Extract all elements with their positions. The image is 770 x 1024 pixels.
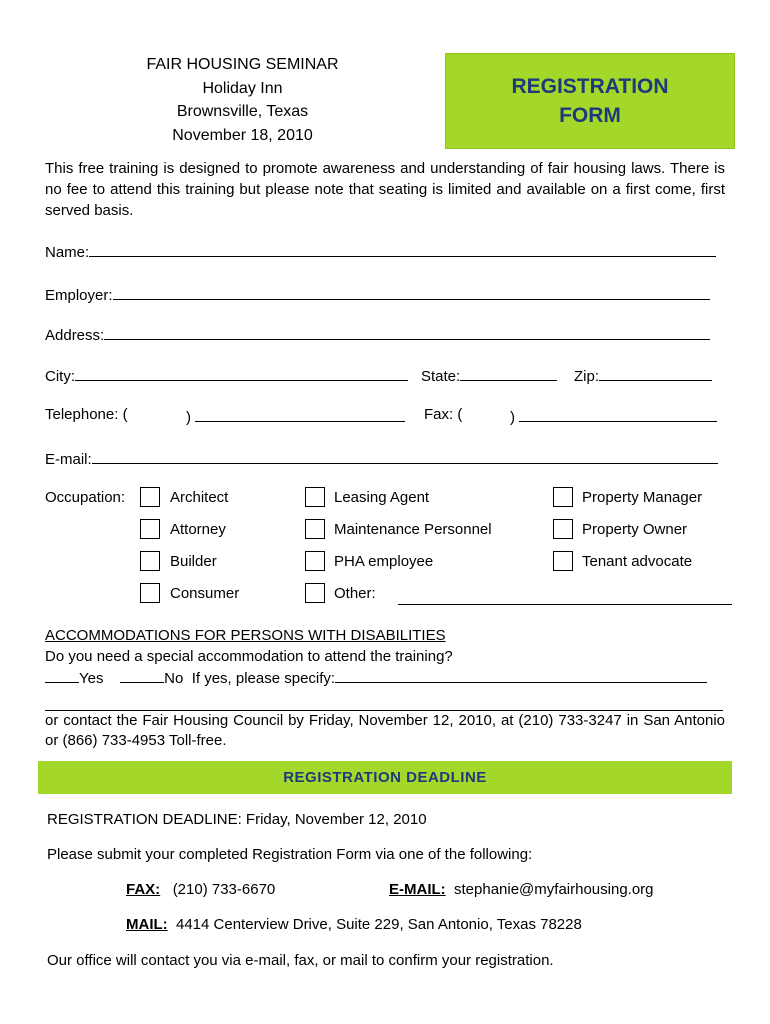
specify-input-line-2[interactable] <box>45 690 723 711</box>
city-label: City: <box>45 368 75 385</box>
accommodations-answer-row <box>45 667 725 690</box>
submit-instructions: Please submit your completed Registration Form via one of the following: <box>47 846 533 863</box>
address-field[interactable] <box>45 324 710 344</box>
accommodations-heading: ACCOMMODATIONS FOR PERSONS WITH DISABILITIES <box>45 627 446 644</box>
accommodations-question: Do you need a special accommodation to attend the training? <box>45 647 453 665</box>
fax-input-line[interactable] <box>519 406 717 422</box>
option-attorney: Attorney <box>170 521 226 538</box>
closing-note: Our office will contact you via e-mail, fax, or mail to confirm your registration. <box>47 952 554 969</box>
option-property-owner: Property Owner <box>582 521 688 538</box>
email-contact-label: E-MAIL: <box>389 881 446 898</box>
yes-label: Yes <box>79 670 104 687</box>
event-title: FAIR HOUSING SEMINAR <box>146 56 339 73</box>
name-field[interactable] <box>45 241 716 261</box>
email-contact <box>389 881 654 898</box>
option-architect: Architect <box>170 489 229 506</box>
checkbox-tenant-advocate[interactable] <box>553 551 573 571</box>
telephone-paren-close: ) <box>186 409 191 426</box>
option-leasing-agent: Leasing Agent <box>334 489 430 506</box>
yes-blank[interactable] <box>45 667 79 683</box>
name-input-line[interactable] <box>89 241 716 257</box>
city-input-line[interactable] <box>75 365 408 381</box>
option-tenant-advocate: Tenant advocate <box>582 553 693 570</box>
no-blank[interactable] <box>120 667 164 683</box>
banner-line-2: FORM <box>559 104 621 127</box>
fax-label: Fax: ( <box>424 406 463 423</box>
fax-number-field[interactable] <box>510 406 717 426</box>
checkbox-property-owner[interactable] <box>553 519 573 539</box>
fax-contact-value: (210) 733-6670 <box>172 881 276 898</box>
checkbox-architect[interactable] <box>140 487 160 507</box>
option-builder: Builder <box>170 553 217 570</box>
event-date: November 18, 2010 <box>172 126 313 144</box>
occupation-label: Occupation: <box>45 489 126 506</box>
employer-field[interactable] <box>45 284 710 304</box>
telephone-number-field[interactable] <box>186 406 405 426</box>
option-consumer: Consumer <box>170 585 240 602</box>
employer-label: Employer: <box>45 287 113 304</box>
email-input-line[interactable] <box>92 448 718 464</box>
state-input-line[interactable] <box>460 365 557 381</box>
fax-contact-label: FAX: <box>126 881 161 898</box>
name-label: Name: <box>45 244 90 261</box>
state-label: State: <box>421 368 461 385</box>
email-contact-value[interactable]: stephanie@myfairhousing.org <box>454 881 654 898</box>
accommodations-section <box>45 626 725 752</box>
checkbox-leasing-agent[interactable] <box>305 487 325 507</box>
telephone-input-line[interactable] <box>195 406 405 422</box>
event-city: Brownsville, Texas <box>176 103 309 120</box>
email-field[interactable] <box>45 448 718 468</box>
checkbox-consumer[interactable] <box>140 583 160 603</box>
option-maintenance-personnel: Maintenance Personnel <box>334 521 492 538</box>
address-input-line[interactable] <box>104 324 710 340</box>
registration-form-banner <box>445 53 735 149</box>
checkbox-maintenance-personnel[interactable] <box>305 519 325 539</box>
accommodations-contact: or contact the Fair Housing Council by Friday, November 12, 2010, at (210) 733-3247 in San Antonio or (866) 733-4953 Toll-free. <box>45 711 725 749</box>
banner-line-1: REGISTRATION <box>511 75 669 98</box>
telephone-field[interactable] <box>45 406 128 423</box>
checkbox-attorney[interactable] <box>140 519 160 539</box>
address-label: Address: <box>45 327 105 344</box>
fax-field[interactable] <box>424 406 462 423</box>
zip-input-line[interactable] <box>599 365 712 381</box>
employer-input-line[interactable] <box>113 284 710 300</box>
checkbox-other[interactable] <box>305 583 325 603</box>
option-other: Other: <box>334 585 376 602</box>
mail-contact-value: 4414 Centerview Drive, Suite 229, San Antonio, Texas 78228 <box>176 916 582 933</box>
option-pha-employee: PHA employee <box>334 553 434 570</box>
telephone-label: Telephone: ( <box>45 406 128 423</box>
state-field[interactable] <box>421 365 557 385</box>
zip-label: Zip: <box>574 368 600 385</box>
city-field[interactable] <box>45 365 408 385</box>
mail-contact <box>126 916 582 933</box>
fax-contact <box>126 881 275 898</box>
zip-field[interactable] <box>574 365 712 385</box>
other-input-line[interactable] <box>398 604 732 605</box>
specify-input-line[interactable] <box>335 667 707 683</box>
mail-contact-label: MAIL: <box>126 916 168 933</box>
checkbox-pha-employee[interactable] <box>305 551 325 571</box>
fax-paren-close: ) <box>510 409 515 426</box>
checkbox-builder[interactable] <box>140 551 160 571</box>
checkbox-property-manager[interactable] <box>553 487 573 507</box>
deadline-text: REGISTRATION DEADLINE: Friday, November 12, 2010 <box>47 811 427 828</box>
intro-paragraph: This free training is designed to promote awareness and understanding of fair housing laws. There is no fee to attend this training but please note that seating is limited and available on a first come, first served basis. <box>45 160 725 219</box>
specify-label: If yes, please specify: <box>191 670 336 687</box>
option-property-manager: Property Manager <box>582 489 703 506</box>
event-venue: Holiday Inn <box>202 79 283 97</box>
email-label: E-mail: <box>45 451 92 468</box>
event-header <box>80 53 405 147</box>
no-label: No <box>164 670 184 687</box>
registration-deadline-banner: REGISTRATION DEADLINE <box>38 761 732 794</box>
